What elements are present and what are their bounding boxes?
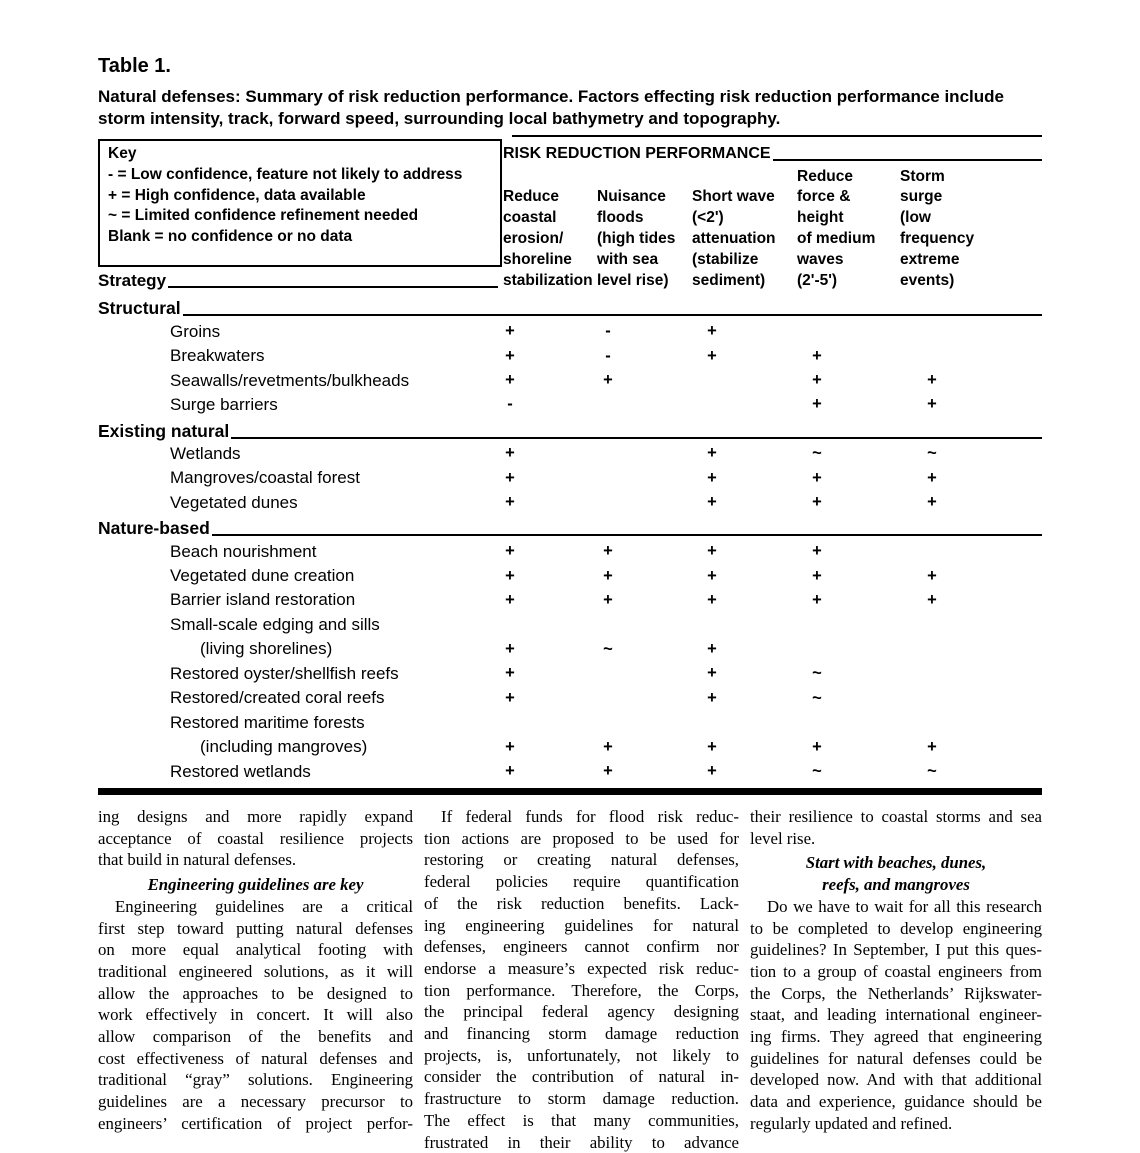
table-row [98,564,1042,588]
article-line: traditional engineered solutions, as it will [98,961,413,981]
strategy-name: Breakwaters [170,346,265,366]
article-line: frastructure to storm damage reduction. [424,1089,739,1109]
strategy-row [98,271,498,291]
rating-symbol: + [707,444,717,463]
column-header-line: waves [797,251,844,269]
article-line: If federal funds for flood risk reduc- [441,807,739,826]
rating-symbol: - [605,322,611,341]
column-header-line: sediment) [692,272,766,290]
strategy-name: Groins [170,321,221,341]
table-row [98,539,1042,563]
strategy-name: Vegetated dunes [170,492,298,512]
section-rule [231,437,1042,439]
key-heading: Key [108,145,137,162]
article-subheading [98,874,413,896]
strategy-name: Beach nourishment [170,541,317,561]
risk-reduction-performance-label: RISK REDUCTION PERFORMANCE [503,145,771,162]
article-line: tion actions are proposed to be used for [424,828,739,848]
section-name: Nature-based [98,518,210,539]
key-line-1: - = Low confidence, feature not likely to address [108,165,463,183]
rating-symbol: + [812,493,822,512]
column-header-line: events) [900,272,955,290]
strategy-name: Surge barriers [170,394,278,414]
column-header-line: (2'-5') [797,272,838,290]
article-line: ing engineering guidelines for natural [424,915,739,935]
rating-symbol: + [812,542,822,561]
section-name: Existing natural [98,420,230,441]
rating-symbol: + [927,566,937,585]
column-header-line: force & [797,188,851,206]
article-line: Do we have to wait for all this research [767,896,1042,916]
table-row [98,344,1042,368]
article-line: data and experience, guidance should be [750,1092,1042,1112]
article-line: the Corps, the Netherlands’ Rijkswater- [750,983,1042,1003]
article-line: allow comparison of the benefits and [98,1027,413,1047]
rating-symbol: + [927,493,937,512]
strategy-name: Seawalls/revetments/bulkheads [170,370,410,390]
rating-symbol: + [707,688,717,707]
rating-symbol: - [507,395,513,414]
rating-symbol: + [505,346,515,365]
table-top-rule [512,135,1042,137]
article-line: guidelines for natural defenses could be [750,1048,1042,1068]
column-header-5 [900,167,974,292]
strategy-name: Vegetated dune creation [170,566,355,586]
rating-symbol: + [603,762,613,781]
article-line: tion to a group of coastal engineers from [750,961,1042,981]
rating-symbol: ~ [927,762,937,781]
key-line-4: Blank = no confidence or no data [108,228,353,246]
strategy-name: Barrier island restoration [170,590,356,610]
article-line: guidelines? In September, I put this ques- [750,940,1042,960]
subheading-line: Engineering guidelines are key [147,875,364,895]
rating-symbol: + [707,737,717,756]
rating-symbol: + [812,566,822,585]
strategy-name: Restored/created coral reefs [170,688,385,708]
rating-symbol: + [603,590,613,609]
strategy-name: Mangroves/coastal forest [170,468,360,488]
strategy-name: (living shorelines) [200,639,333,659]
article-line: that build in natural defenses. [98,850,297,870]
rating-symbol: + [505,444,515,463]
section-rule [212,534,1042,536]
section-heading [98,295,1042,319]
rating-symbol: ~ [812,688,822,707]
rating-symbol: + [812,371,822,390]
table-row [98,735,1042,759]
section-rule [183,314,1042,316]
article-line: allow the approaches to be designed to [98,983,413,1003]
article-line: work effectively in concert. It will also [98,1005,413,1025]
table-caption: Natural defenses: Summary of risk reduction performance. Factors effecting risk reduction performance include storm intensity, track, forward speed, surrounding local bathymetry and topography. [98,87,1004,128]
article-line: traditional “gray” solutions. Engineering [98,1070,413,1090]
article-line: staat, and leading international engineer- [750,1005,1042,1025]
column-header-line: frequency [900,230,975,248]
article-line: on more equal analytical footing with [98,940,413,960]
strategy-name: (including mangroves) [200,737,368,757]
article-line: level rise. [750,828,816,848]
rating-symbol: + [812,346,822,365]
column-header-line: shoreline [503,251,572,269]
rating-symbol: + [505,590,515,609]
column-header-line: of medium [797,230,876,248]
column-header-4 [797,167,875,292]
rating-symbol: + [812,395,822,414]
rating-symbol: + [707,566,717,585]
rating-symbol: + [707,346,717,365]
column-header-line: (stabilize [692,251,759,269]
article-line: first step toward putting natural defenses [98,918,413,938]
section-heading [98,515,1042,539]
table-row [98,662,1042,686]
column-header-line: attenuation [692,230,776,248]
strategy-label: Strategy [98,271,167,290]
rating-symbol: + [603,566,613,585]
table-row [98,686,1042,710]
column-header-line: Reduce [503,188,559,206]
rating-symbol: + [505,664,515,683]
article-line: projects, is, unfortunately, not likely to [424,1045,739,1065]
risk-reduction-performance-header [503,145,1042,163]
section-name: Structural [98,298,181,319]
rating-symbol: - [605,346,611,365]
article-line: ing designs and more rapidly expand [98,807,413,826]
article-line: endorse a measure’s expected risk reduc- [424,958,739,978]
strategy-name: Small-scale edging and sills [170,614,380,634]
column-header-line: (high tides [597,230,676,248]
article-column-1 [98,806,413,1153]
article-line: and financing storm damage reduction [424,1024,739,1044]
column-header-line: height [797,209,844,227]
rating-symbol: + [927,737,937,756]
rating-symbol: + [505,371,515,390]
rating-symbol: + [505,737,515,756]
rating-symbol: ~ [603,639,613,658]
article-line: acceptance of coastal resilience projects [98,828,413,848]
rating-symbol: + [707,493,717,512]
article-line: to be completed to develop engineering [750,918,1042,938]
article-line: developed now. And with that additional [750,1070,1042,1090]
rating-symbol: + [707,664,717,683]
table-body [98,295,1042,784]
rating-symbol: + [812,590,822,609]
article-line: frustrated in their ability to advance [424,1132,739,1152]
section-heading [98,417,1042,441]
article-line: guidelines are a necessary precursor to [98,1092,413,1112]
column-header-line: Short wave [692,188,775,206]
rating-symbol: + [505,493,515,512]
rating-symbol: + [603,542,613,561]
subheading-line: reefs, and mangroves [822,875,970,895]
rating-symbol: ~ [812,664,822,683]
table-row [98,393,1042,417]
rating-symbol: + [603,737,613,756]
column-header-line: erosion/ [503,230,564,248]
rating-symbol: + [505,688,515,707]
table-row [98,442,1042,466]
article-column-2 [424,806,739,1153]
column-header-line: floods [597,209,644,227]
article-line: their resilience to coastal storms and sea [750,807,1042,826]
table-row [98,759,1042,783]
table-row [98,466,1042,490]
article-line: consider the contribution of natural in- [424,1067,739,1087]
column-header-line: Nuisance [597,188,666,206]
key-line-3: ~ = Limited confidence refinement needed [108,207,419,225]
rating-symbol: + [603,371,613,390]
rating-symbol: ~ [812,762,822,781]
column-header-2 [597,187,675,292]
rating-symbol: + [812,468,822,487]
rating-symbol: + [707,762,717,781]
column-header-line: Storm [900,167,945,185]
article-column-3 [750,806,1042,1153]
column-header-1 [503,187,593,292]
column-header-line: (<2') [692,209,724,227]
column-header-line: with sea [597,251,659,269]
strategy-rule [168,271,498,288]
rating-symbol: + [505,468,515,487]
rating-symbol: + [707,468,717,487]
article-line: Engineering guidelines are a critical [115,896,413,916]
rating-symbol: + [505,322,515,341]
rating-symbol: + [927,395,937,414]
article-line: restoring or creating natural defenses, [424,850,739,870]
strategy-name: Restored wetlands [170,761,311,781]
rating-symbol: + [505,762,515,781]
article-line: The effect is that many communities, [424,1110,739,1130]
rating-symbol: ~ [927,444,937,463]
header-rule [773,145,1042,161]
table-row [98,319,1042,343]
article-line: tion performance. Therefore, the Corps, [424,980,739,1000]
article-line: the principal federal agency designing [424,1002,739,1022]
article-line: regularly updated and refined. [750,1113,953,1133]
table-row [98,491,1042,515]
article-subheading [750,852,1042,895]
rating-symbol: + [505,639,515,658]
rating-symbol: + [812,737,822,756]
strategy-name: Restored maritime forests [170,712,365,732]
column-header-line: stabilization [503,272,593,290]
table-row [98,368,1042,392]
key-line-2: + = High confidence, data available [108,186,366,204]
article-line: cost effectiveness of natural defenses and [98,1048,413,1068]
column-header-line: surge [900,188,943,206]
article-line: federal policies require quantification [424,872,739,892]
column-header-3 [692,187,776,292]
rating-symbol: + [505,542,515,561]
rating-symbol: + [927,371,937,390]
article-line: engineers’ certification of project perfor- [98,1113,413,1133]
rating-symbol: ~ [812,444,822,463]
column-header-line: (low [900,209,931,227]
column-header-line: coastal [503,209,557,227]
strategy-name: Restored oyster/shellfish reefs [170,663,399,683]
table-row [98,613,1042,637]
rating-symbol: + [505,566,515,585]
table-row [98,588,1042,612]
table-row [98,710,1042,734]
rating-symbol: + [927,468,937,487]
column-header-line: level rise) [597,272,669,290]
column-header-line: extreme [900,251,960,269]
rating-symbol: + [707,322,717,341]
strategy-name: Wetlands [170,443,241,463]
article-line: ing firms. They agreed that engineering [750,1027,1042,1047]
subheading-line: Start with beaches, dunes, [805,853,987,873]
rating-symbol: + [707,590,717,609]
rating-symbol: + [707,639,717,658]
rating-symbol: + [707,542,717,561]
table-row [98,637,1042,661]
article-text [98,806,1042,1152]
rating-symbol: + [927,590,937,609]
article-line: defenses, engineers cannot confirm nor [424,937,739,957]
table-title: Table 1. [98,55,171,77]
article-line: of the risk reduction benefits. Lack- [424,893,739,913]
section-divider-bar [98,788,1042,795]
column-header-line: Reduce [797,167,853,185]
